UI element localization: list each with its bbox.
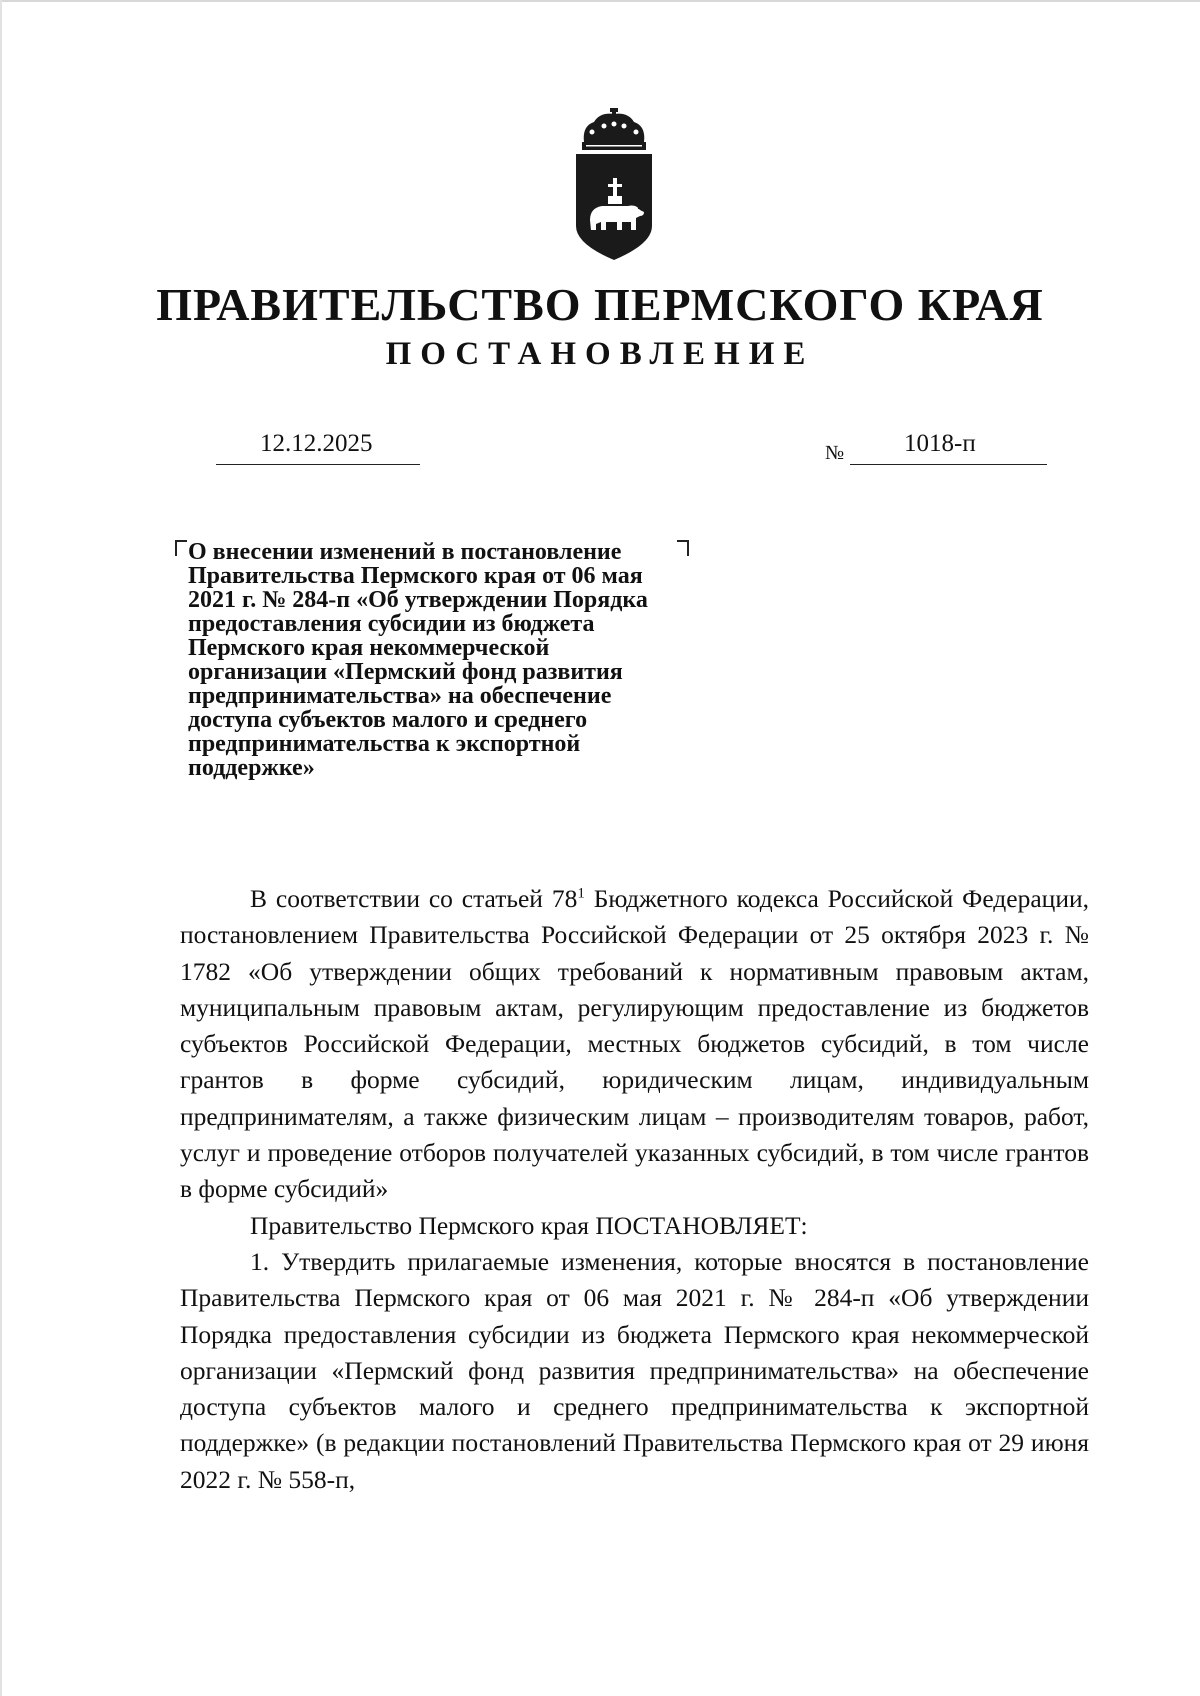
subject-line: поддержке» (188, 755, 315, 781)
subject-line: 2021 г. № 284-п «Об утверждении Порядка (188, 587, 648, 613)
document-body (180, 881, 1089, 1498)
organization-title: ПРАВИТЕЛЬСТВО ПЕРМСКОГО КРАЯ (156, 279, 1044, 330)
subject-line: О внесении изменений в постановление (188, 539, 622, 565)
preamble-text-start: В соответствии со статьей 78 (250, 884, 578, 913)
clause-1-paragraph: 1. Утвердить прилагаемые изменения, которые вносятся в постановление Правительства Пермского края от 06 мая 2021 г. № 284-п «Об утверждении Порядка предоставления субсидии из бюджета Пермского края некоммерческой организации «Пермский фонд развития предпринимательства» на обеспечение доступа субъектов малого и среднего предпринимательства к экспортной поддержке» (в редакции постановлений Правительства Пермского края от 29 июня 2022 г. № 558-п, (180, 1246, 1089, 1494)
date-field (216, 428, 420, 465)
document-subject (188, 540, 728, 780)
document-date: 12.12.2025 (260, 430, 373, 457)
subject-line: организации «Пермский фонд развития (188, 659, 623, 685)
subject-line: Правительства Пермского края от 06 мая (188, 563, 643, 589)
page-edge-top (0, 0, 1200, 2)
subject-line: предпринимательства» на обеспечение (188, 683, 612, 709)
coat-of-arms-icon (570, 108, 658, 262)
preamble-text-rest: Бюджетного кодекса Российской Федерации, постановлением Правительства Российской Федерации от 25 октября 2023 г. № 1782 «Об утверждении общих требований к нормативным правовым актам, муниципальным правовым актам, регулирующим предоставление из бюджетов субъектов Российской Федерации, местных бюджетов субсидий, в том числе грантов в форме субсидий, юридическим лицам, индивидуальным предпринимателям, а также физическим лицам – производителям товаров, работ, услуг и проведение отборов получателей указанных субсидий, в том числе грантов в форме субсидий» (180, 884, 1089, 1204)
document-type: ПОСТАНОВЛЕНИЕ (385, 336, 815, 372)
resolution-paragraph: Правительство Пермского края ПОСТАНОВЛЯЕТ: (250, 1210, 808, 1240)
subject-line: предпринимательства к экспортной (188, 731, 581, 757)
subject-line: предоставления субсидии из бюджета (188, 611, 595, 637)
preamble-paragraph (180, 881, 1089, 1208)
article-superscript: 1 (577, 885, 585, 902)
subject-line: доступа субъектов малого и среднего (188, 707, 588, 733)
number-field (850, 428, 1047, 465)
subject-bracket-left (175, 540, 187, 556)
subject-line: Пермского края некоммерческой (188, 635, 550, 661)
document-number: 1018-п (904, 430, 976, 457)
page-edge-left (0, 0, 2, 1696)
number-sign: № (825, 442, 845, 464)
